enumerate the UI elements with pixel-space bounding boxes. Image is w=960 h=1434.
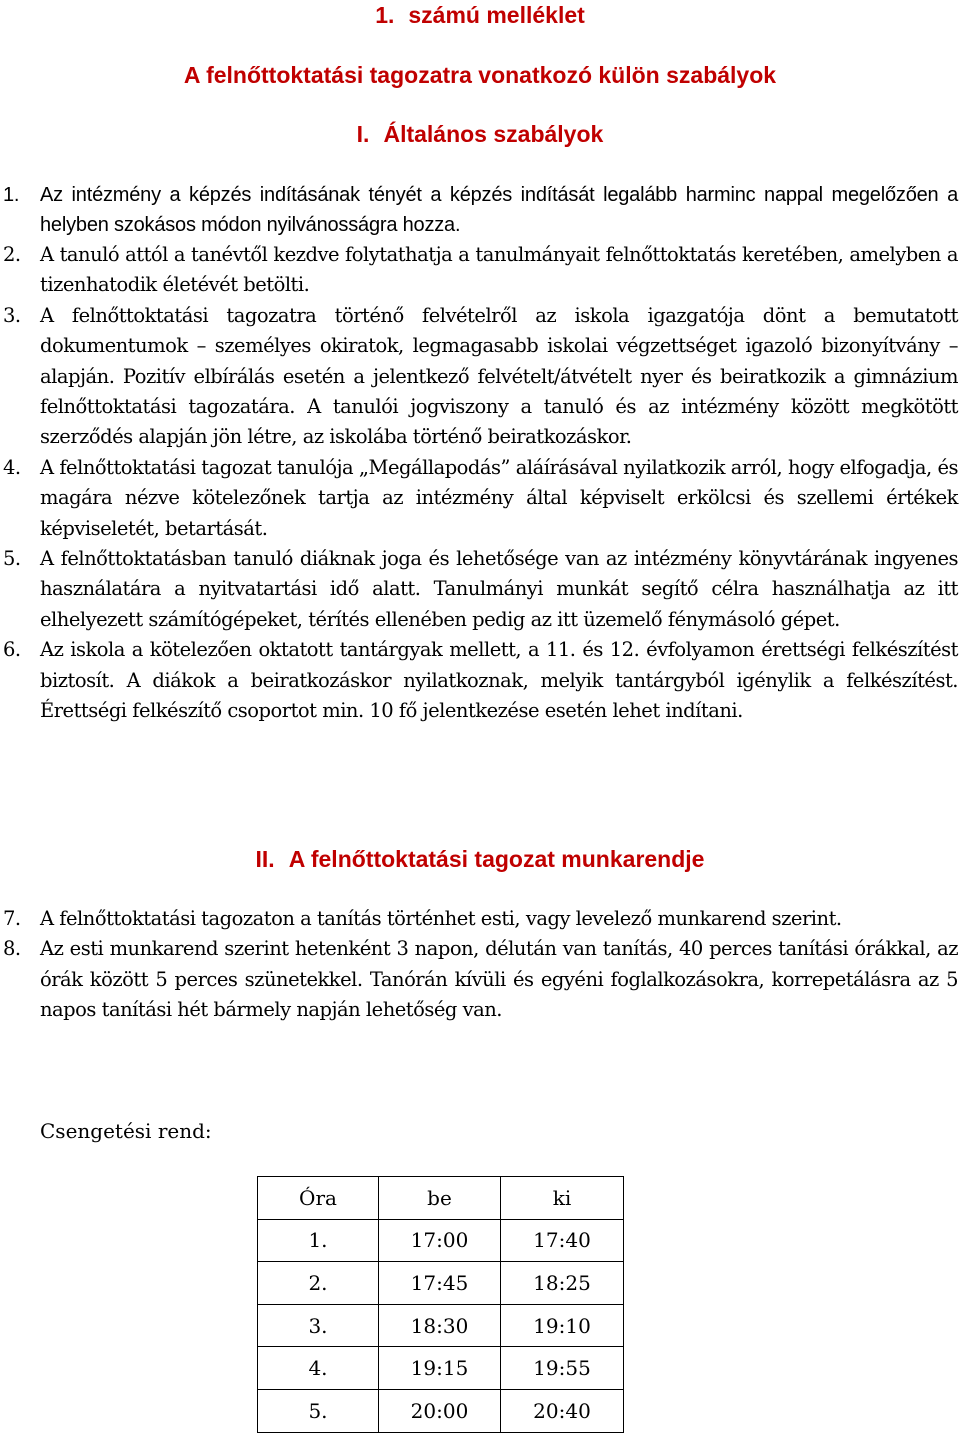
period-cell: 4. [258, 1347, 379, 1390]
table-row [258, 1262, 624, 1305]
column-header-start: be [379, 1177, 501, 1220]
section-1-heading [0, 119, 960, 149]
end-time-cell: 17:40 [501, 1219, 624, 1262]
section-1-number: I. [356, 121, 370, 147]
general-rules-list [0, 180, 960, 241]
rule-number: 7. [3, 907, 21, 930]
section-1-title: Általános szabályok [383, 121, 604, 147]
rule-number: 6. [3, 638, 21, 662]
column-header-period: Óra [258, 1177, 379, 1220]
rule-number: 1. [3, 184, 20, 206]
end-time-cell: 20:40 [501, 1389, 624, 1432]
rule-text: Az iskola a kötelezően oktatott tantárgyak mellett, a 11. és 12. évfolyamon érettségi felkészítést biztosít. A diákok a beiratkozáskor nyilatkoznak, melyik tantárgyból igénylik a felkészítést. Érettségi felkészítő csoportot min. 10 fő jelentkezése esetén lehet indítani. [40, 638, 958, 723]
rule-item [0, 635, 960, 726]
rule-item [0, 180, 960, 241]
rule-text: A tanuló attól a tanévtől kezdve folytathatja a tanulmányait felnőttoktatás keretében, amelyben a tizenhatodik életévét betölti. [40, 243, 958, 297]
rule-text: A felnőttoktatási tagozaton a tanítás történhet esti, vagy levelező munkarend szerint. [40, 907, 842, 930]
end-time-cell: 18:25 [501, 1262, 624, 1305]
rule-number: 5. [3, 547, 21, 571]
document-title: A felnőttoktatási tagozatra vonatkozó külön szabályok [183, 62, 777, 88]
table-row [258, 1304, 624, 1347]
rule-text: Az esti munkarend szerint hetenként 3 napon, délután van tanítás, 40 perces tanítási órákkal, az órák között 5 perces szünetekkel. Tanórán kívüli és egyéni foglalkozásokra, korrepetálásra az 5 napos tanítási hét bármely napján lehetőség van. [40, 937, 958, 1022]
table-header-row [258, 1177, 624, 1220]
general-rules-list-continued [0, 240, 960, 727]
start-time-cell: 17:00 [379, 1219, 501, 1262]
start-time-cell: 19:15 [379, 1347, 501, 1390]
rule-number: 2. [3, 243, 21, 266]
period-cell: 2. [258, 1262, 379, 1305]
section-2-number: II. [255, 846, 275, 872]
end-time-cell: 19:10 [501, 1304, 624, 1347]
rule-text: A felnőttoktatási tagozat tanulója „Megállapodás” aláírásával nyilatkozik arról, hogy elfogadja, és magára nézve kötelezőnek tartja az intézmény által képviselt erkölcsi és szellemi értékek képviseletét, betartását. [40, 455, 958, 540]
period-cell: 3. [258, 1304, 379, 1347]
column-header-end: ki [501, 1177, 624, 1220]
annex-heading [0, 0, 960, 30]
rule-text: Az intézmény a képzés indításának tényét a képzés indítását legalább harminc nappal megelőzően a helyben szokásos módon nyilvánosságra hozza. [40, 184, 958, 237]
rule-item [0, 301, 960, 453]
start-time-cell: 17:45 [379, 1262, 501, 1305]
rule-item [0, 934, 960, 1025]
rule-number: 3. [3, 303, 21, 327]
section-2-title: A felnőttoktatási tagozat munkarendje [288, 846, 705, 872]
work-schedule-list [0, 904, 960, 1026]
annex-label: számú melléklet [408, 2, 585, 28]
rule-item [0, 240, 960, 301]
rule-item [0, 544, 960, 635]
start-time-cell: 18:30 [379, 1304, 501, 1347]
end-time-cell: 19:55 [501, 1347, 624, 1390]
start-time-cell: 20:00 [379, 1389, 501, 1432]
section-2-heading [0, 844, 960, 874]
rule-text: A felnőttoktatási tagozatra történő felvételről az iskola igazgatója dönt a bemutatott dokumentumok – személyes okiratok, legmagasabb iskolai végzettséget igazoló bizonyítvány – alapján. Pozitív elbírálás esetén a jelentkező felvételt/átvételt nyer és beiratkozik a gimnázium felnőttoktatási tagozatára. A tanulói jogviszony a tanuló és az intézmény között megkötött szerződés alapján jön létre, az iskolába történő beiratkozáskor. [40, 303, 958, 449]
rule-item [0, 904, 960, 934]
table-row [258, 1219, 624, 1262]
period-cell: 5. [258, 1389, 379, 1432]
table-row [258, 1389, 624, 1432]
table-row [258, 1347, 624, 1390]
bell-schedule-label: Csengetési rend: [40, 1119, 212, 1143]
annex-number: 1. [375, 2, 395, 28]
rule-item [0, 453, 960, 544]
rule-text: A felnőttoktatásban tanuló diáknak joga és lehetősége van az intézmény könyvtárának ingyenes használatára a nyitvatartási idő alatt. Tanulmányi munkát segítő célra használhatja az itt elhelyezett számítógépeket, térítés ellenében pedig az itt üzemelő fénymásoló gépet. [40, 547, 958, 631]
period-cell: 1. [258, 1219, 379, 1262]
bell-schedule-table [257, 1176, 624, 1433]
rule-number: 4. [3, 455, 21, 479]
rule-number: 8. [3, 937, 21, 961]
